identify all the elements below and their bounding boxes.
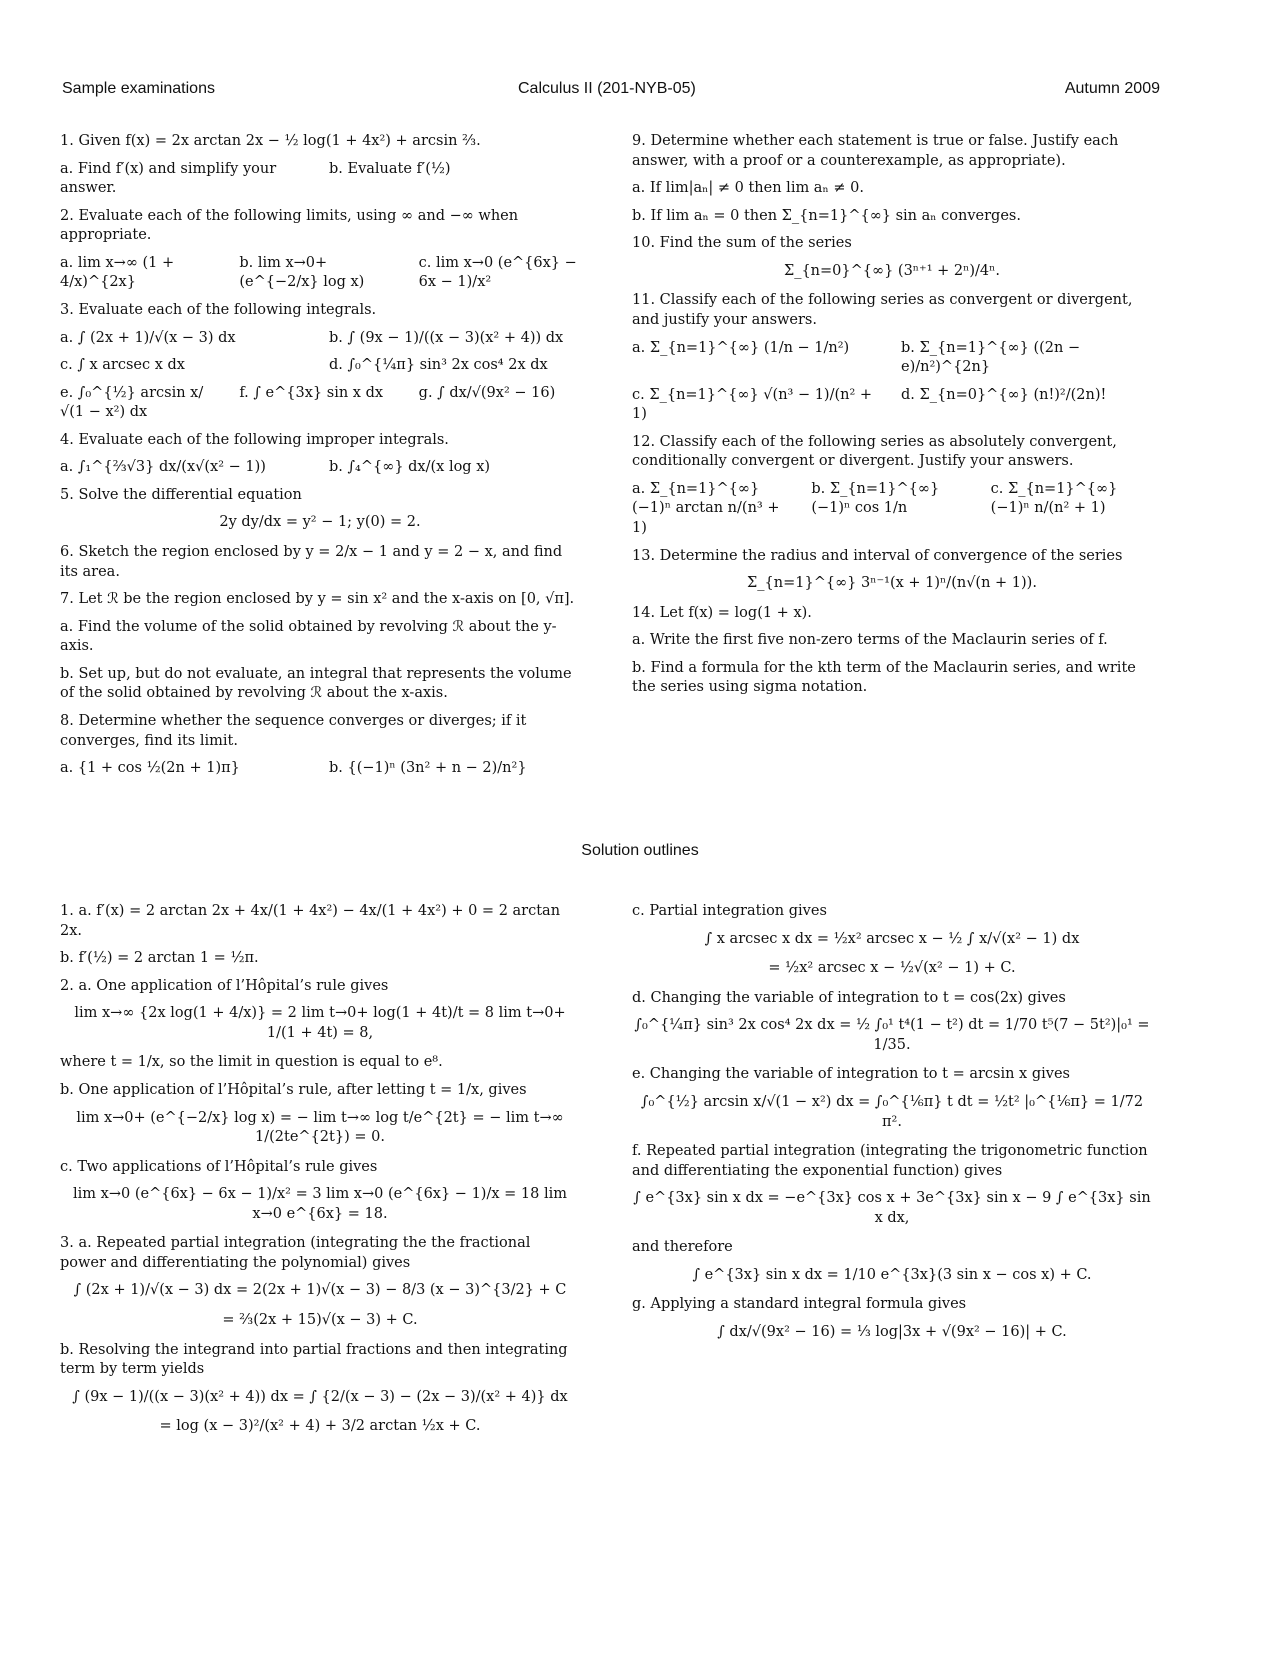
q14: 14. Let f(x) = log(1 + x). <box>632 604 812 621</box>
s3g-equation: ∫ dx/√(9x² − 16) = ⅓ log|3x + √(9x² − 16)| + C. <box>717 1324 1067 1340</box>
s3b: b. Resolving the integrand into partial fractions and then integrating term by term yields <box>60 1341 568 1378</box>
solutions-title: Solution outlines <box>581 842 699 859</box>
q3: 3. Evaluate each of the following integrals. <box>60 301 377 318</box>
s3f-equation-2: ∫ e^{3x} sin x dx = 1/10 e^{3x}(3 sin x − cos x) + C. <box>692 1266 1092 1283</box>
q5: 5. Solve the differential equation <box>60 486 302 503</box>
q10-equation: Σ_{n=0}^{∞} (3ⁿ⁺¹ + 2ⁿ)/4ⁿ. <box>783 262 1001 279</box>
solutions-right-column <box>632 902 1152 1353</box>
q10: 10. Find the sum of the series <box>632 235 852 252</box>
q3c: c. ∫ x arcsec x dx <box>60 357 185 374</box>
q4b: b. ∫₄^{∞} dx/(x log x) <box>329 459 491 476</box>
q4a: a. ∫₁^{⅔√3} dx/(x√(x² − 1)) <box>60 459 266 476</box>
header-left: Sample examinations <box>62 80 215 97</box>
exam-left-column <box>60 132 580 787</box>
q5-equation: 2y dy/dx = y² − 1; y(0) = 2. <box>219 514 421 531</box>
s2b-equation: lim x→0+ (e^{−2/x} log x) = − lim t→∞ log t/e^{2t} = − lim t→∞ 1/(2te^{2t}) = 0. <box>76 1109 564 1146</box>
s3a-equation-2: = ⅔(2x + 15)√(x − 3) + C. <box>222 1312 418 1328</box>
q12: 12. Classify each of the following series as absolutely convergent, conditionally convergent or divergent. Justify your answers. <box>632 433 1117 470</box>
s3e-equation: ∫₀^{½} arcsin x/√(1 − x²) dx = ∫₀^{⅙π} t dt = ½t² |₀^{⅙π} = 1/72 π². <box>640 1093 1144 1130</box>
q3a: a. ∫ (2x + 1)/√(x − 3) dx <box>60 329 236 346</box>
q9a: a. If lim|aₙ| ≠ 0 then lim aₙ ≠ 0. <box>632 180 864 197</box>
q7: 7. Let ℛ be the region enclosed by y = sin x² and the x-axis on [0, √π]. <box>60 591 575 608</box>
q8: 8. Determine whether the sequence converges or diverges; if it converges, find its limit. <box>60 712 527 749</box>
q11d: d. Σ_{n=0}^{∞} (n!)²/(2n)! <box>901 386 1107 403</box>
q8a: a. {1 + cos ½(2n + 1)π} <box>60 760 240 777</box>
q1: 1. Given f(x) = 2x arctan 2x − ½ log(1 + 4x²) + arcsin ⅔. <box>60 133 481 149</box>
q3e: e. ∫₀^{½} arcsin x/√(1 − x²) dx <box>60 384 204 421</box>
s3f-note: and therefore <box>632 1239 733 1256</box>
s3c: c. Partial integration gives <box>632 903 827 919</box>
q3d: d. ∫₀^{¼π} sin³ 2x cos⁴ 2x dx <box>329 357 548 374</box>
solutions-left-column <box>60 902 580 1447</box>
q3f: f. ∫ e^{3x} sin x dx <box>239 384 384 401</box>
q7a: a. Find the volume of the solid obtained by revolving ℛ about the y-axis. <box>60 618 557 655</box>
q2: 2. Evaluate each of the following limits, using ∞ and −∞ when appropriate. <box>60 207 519 244</box>
s2c: c. Two applications of l’Hôpital’s rule gives <box>60 1158 378 1175</box>
s3d-equation: ∫₀^{¼π} sin³ 2x cos⁴ 2x dx = ½ ∫₀¹ t⁴(1 − t²) dt = 1/70 t⁵(7 − 5t²)|₀¹ = 1/35. <box>634 1017 1150 1053</box>
q12b: b. Σ_{n=1}^{∞} (−1)ⁿ cos 1/n <box>811 480 940 517</box>
s1a: 1. a. f′(x) = 2 arctan 2x + 4x/(1 + 4x²) − 4x/(1 + 4x²) + 0 = 2 arctan 2x. <box>60 903 561 939</box>
s3a-equation-1: ∫ (2x + 1)/√(x − 3) dx = 2(2x + 1)√(x − 3) − 8/3 (x − 3)^{3/2} + C <box>73 1282 567 1299</box>
q7b: b. Set up, but do not evaluate, an integral that represents the volume of the solid obtained by revolving ℛ about the x-axis. <box>60 665 572 702</box>
s3b-equation-2: = log (x − 3)²/(x² + 4) + 3/2 arctan ½x + C. <box>159 1418 481 1435</box>
q11a: a. Σ_{n=1}^{∞} (1/n − 1/n²) <box>632 339 850 356</box>
q2c: c. lim x→0 (e^{6x} − 6x − 1)/x² <box>418 254 577 291</box>
q2a: a. lim x→∞ (1 + 4/x)^{2x} <box>60 254 175 291</box>
s1b: b. f′(½) = 2 arctan 1 = ½π. <box>60 950 259 967</box>
s3f: f. Repeated partial integration (integrating the trigonometric function and differentiating the exponential function) gives <box>632 1143 1148 1179</box>
q11b: b. Σ_{n=1}^{∞} ((2n − e)/n²)^{2n} <box>901 339 1081 376</box>
q9: 9. Determine whether each statement is true or false. Justify each answer, with a proof or a counterexample, as appropriate). <box>632 133 1119 169</box>
q14b: b. Find a formula for the kth term of the Maclaurin series, and write the series using sigma notation. <box>632 659 1136 696</box>
s3d: d. Changing the variable of integration to t = cos(2x) gives <box>632 989 1066 1006</box>
s2a-equation: lim x→∞ {2x log(1 + 4/x)} = 2 lim t→0+ log(1 + 4t)/t = 8 lim t→0+ 1/(1 + 4t) = 8, <box>74 1005 566 1041</box>
q3b: b. ∫ (9x − 1)/((x − 3)(x² + 4)) dx <box>329 329 564 346</box>
q1b: b. Evaluate f′(½) <box>329 160 451 177</box>
s3b-equation-1: ∫ (9x − 1)/((x − 3)(x² + 4)) dx = ∫ {2/(x − 3) − (2x − 3)/(x² + 4)} dx <box>72 1388 568 1405</box>
s3c-equation-1: ∫ x arcsec x dx = ½x² arcsec x − ½ ∫ x/√(x² − 1) dx <box>704 930 1080 947</box>
s2a: 2. a. One application of l’Hôpital’s rule gives <box>60 977 389 994</box>
q2b: b. lim x→0+ (e^{−2/x} log x) <box>239 254 365 291</box>
q11c: c. Σ_{n=1}^{∞} √(n³ − 1)/(n² + 1) <box>632 386 873 423</box>
q12a: a. Σ_{n=1}^{∞} (−1)ⁿ arctan n/(n³ + 1) <box>632 480 780 536</box>
header-right: Autumn 2009 <box>1064 80 1160 97</box>
q13: 13. Determine the radius and interval of convergence of the series <box>632 547 1123 564</box>
s2a-note: where t = 1/x, so the limit in question is equal to e⁸. <box>60 1054 443 1071</box>
s3c-equation-2: = ½x² arcsec x − ½√(x² − 1) + C. <box>768 960 1016 977</box>
q9b: b. If lim aₙ = 0 then Σ_{n=1}^{∞} sin aₙ converges. <box>632 207 1021 224</box>
s2c-equation: lim x→0 (e^{6x} − 6x − 1)/x² = 3 lim x→0 (e^{6x} − 1)/x = 18 lim x→0 e^{6x} = 18. <box>73 1186 567 1222</box>
q11: 11. Classify each of the following series as convergent or divergent, and justify your answers. <box>632 292 1133 328</box>
s2b: b. One application of l’Hôpital’s rule, after letting t = 1/x, gives <box>60 1081 527 1098</box>
s3e: e. Changing the variable of integration to t = arcsin x gives <box>632 1066 1070 1083</box>
header-center: Calculus II (201-NYB-05) <box>518 80 696 97</box>
q1a: a. Find f′(x) and simplify your answer. <box>60 160 277 197</box>
q14a: a. Write the first five non-zero terms of the Maclaurin series of f. <box>632 632 1108 649</box>
s3f-equation: ∫ e^{3x} sin x dx = −e^{3x} cos x + 3e^{3x} sin x − 9 ∫ e^{3x} sin x dx, <box>633 1190 1151 1226</box>
s3g: g. Applying a standard integral formula gives <box>632 1296 967 1313</box>
q6: 6. Sketch the region enclosed by y = 2/x − 1 and y = 2 − x, and find its area. <box>60 544 563 580</box>
exam-right-column <box>632 132 1152 706</box>
q4: 4. Evaluate each of the following improper integrals. <box>60 431 449 448</box>
q13-equation: Σ_{n=1}^{∞} 3ⁿ⁻¹(x + 1)ⁿ/(n√(n + 1)). <box>747 575 1037 592</box>
q8b: b. {(−1)ⁿ (3n² + n − 2)/n²} <box>329 760 527 777</box>
q12c: c. Σ_{n=1}^{∞} (−1)ⁿ n/(n² + 1) <box>990 480 1118 517</box>
s3a: 3. a. Repeated partial integration (integrating the the fractional power and differentiating the polynomial) gives <box>60 1235 531 1271</box>
q3g: g. ∫ dx/√(9x² − 16) <box>418 384 556 401</box>
